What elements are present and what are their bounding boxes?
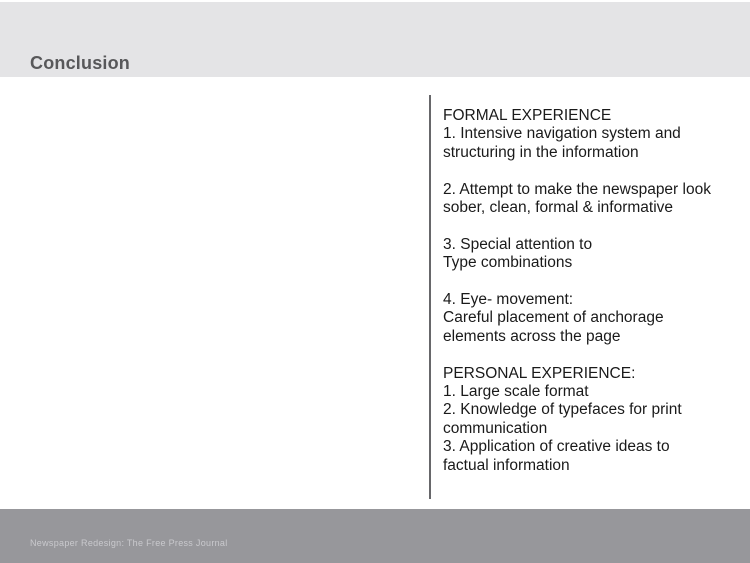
text-line: FORMAL EXPERIENCE	[443, 107, 612, 124]
text-line: 4. Eye- movement:	[443, 291, 574, 309]
text-block	[443, 236, 733, 273]
header-band	[0, 2, 750, 77]
text-line: 3. Special attention to	[443, 235, 593, 253]
text-line: Type combinations	[443, 254, 573, 272]
slide-title: Conclusion	[30, 53, 130, 73]
text-line: 3. Application of creative ideas to	[443, 438, 670, 456]
text-line: 1. Large scale format	[443, 383, 589, 401]
text-block	[443, 107, 733, 162]
text-block	[443, 365, 733, 475]
conclusion-content	[443, 107, 733, 475]
text-block	[443, 181, 733, 218]
footer-caption: Newspaper Redesign: The Free Press Journal	[30, 538, 228, 548]
text-line: 2. Knowledge of typefaces for print	[443, 401, 682, 419]
text-line: sober, clean, formal & informative	[443, 199, 674, 217]
vertical-divider-line	[429, 95, 431, 499]
text-line: PERSONAL EXPERIENCE:	[443, 364, 636, 382]
text-line: factual information	[443, 456, 570, 474]
text-line: Careful placement of anchorage	[443, 309, 664, 327]
footer-band	[0, 509, 750, 563]
text-line: 2. Attempt to make the newspaper look	[443, 180, 711, 198]
text-block	[443, 291, 733, 346]
text-line: communication	[443, 419, 548, 437]
text-line: structuring in the information	[443, 143, 639, 161]
text-line: 1. Intensive navigation system and	[443, 125, 681, 143]
text-line: elements across the page	[443, 327, 621, 345]
